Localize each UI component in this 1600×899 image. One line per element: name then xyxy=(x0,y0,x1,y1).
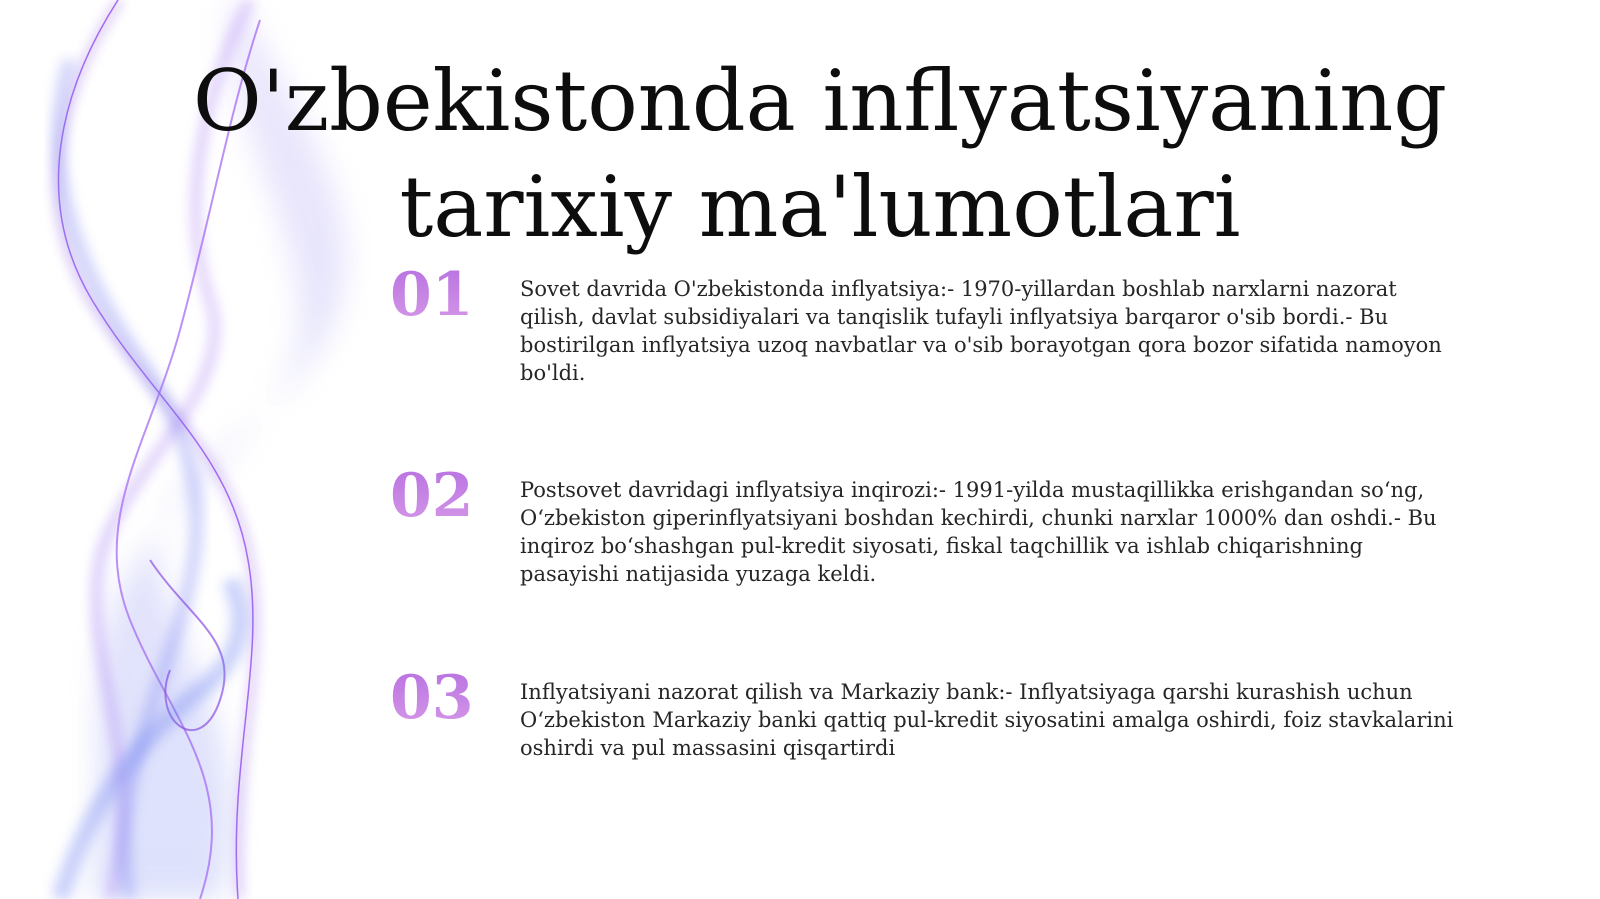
item-text: Inflyatsiyani nazorat qilish va Markaziy bank:- Inflyatsiyaga qarshi kurashish uchun O‘zbekiston Markaziy banki qattiq pul-kredit siyosatini amalga oshirdi, foiz stavkalarini oshirdi va pul massasini qisqartirdi xyxy=(520,680,1454,760)
item-number: 01 xyxy=(390,260,474,330)
item-number: 02 xyxy=(390,461,474,531)
item-text: Postsovet davridagi inflyatsiya inqirozi:- 1991-yilda mustaqillikka erishgandan so‘ng, O‘zbekiston giperinflyatsiyani boshdan kechirdi, chunki narxlar 1000% dan oshdi.- Bu inqiroz bo‘shashgan pul-kredit siyosati, fiskal taqchillik va ishlab chiqarishning pasayishi natijasida yuzaga keldi. xyxy=(520,478,1437,586)
slide-title: O'zbekistonda inflyatsiyaning tarixiy ma'lumotlari xyxy=(192,52,1448,256)
item-text: Sovet davrida O'zbekistonda inflyatsiya:- 1970-yillardan boshlab narxlarni nazorat qilish, davlat subsidiyalari va tanqislik tufayli inflyatsiya barqaror o'sib bordi.- Bu bostirilgan inflyatsiya uzoq navbatlar va o'sib borayotgan qora bozor sifatida namoyon bo'ldi. xyxy=(520,277,1442,385)
item-number: 03 xyxy=(390,663,474,733)
